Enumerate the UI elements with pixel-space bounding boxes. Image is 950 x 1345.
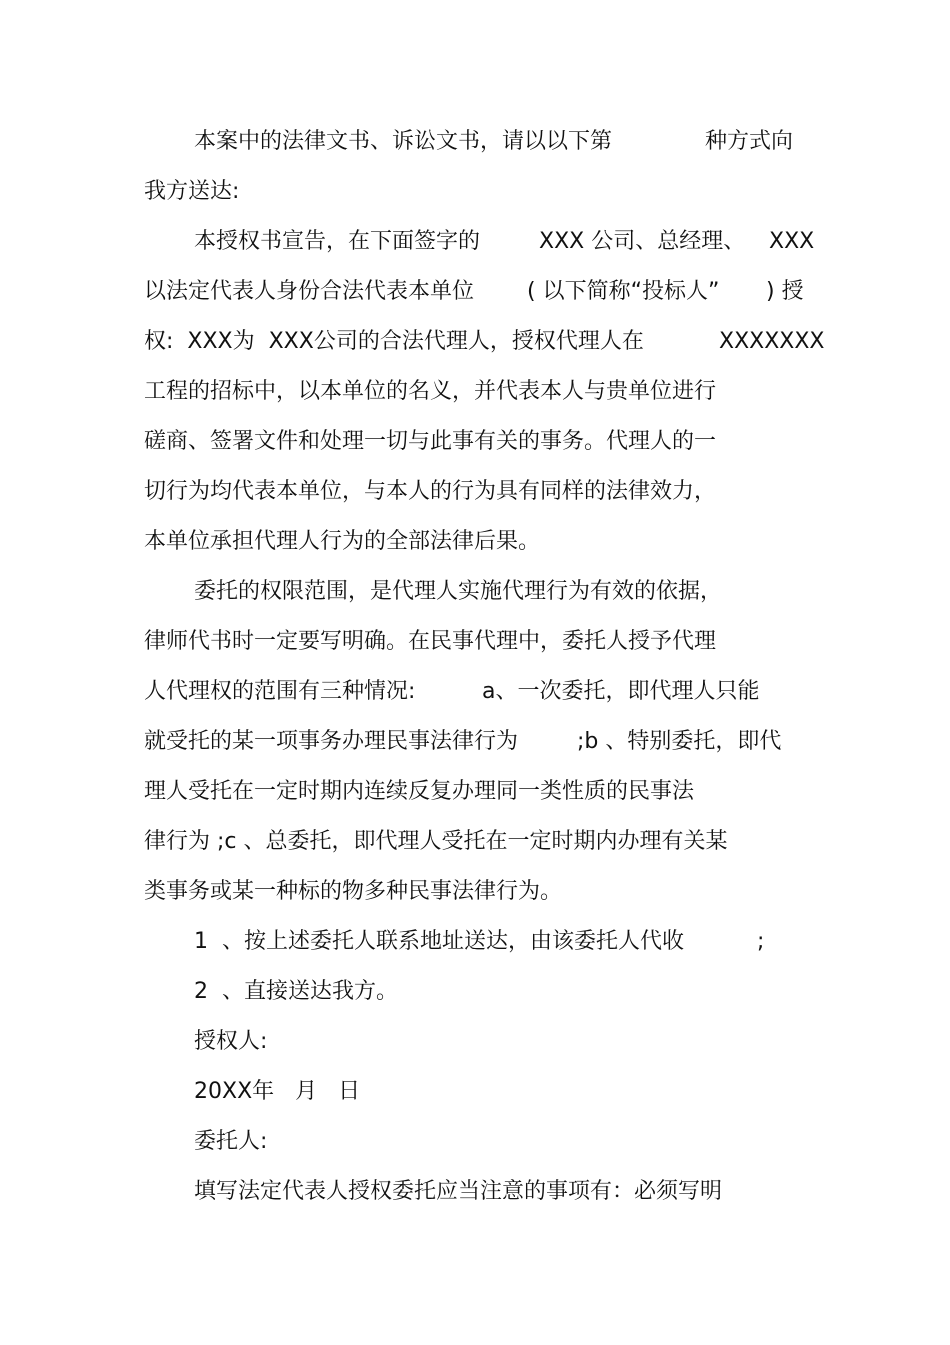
text-line-13 <box>0 727 782 757</box>
text-line-2 <box>0 177 240 207</box>
text-segment: ;b 、特别委托，即代 <box>577 729 782 754</box>
text-segment: XXX 公司、总经理、 <box>539 229 746 254</box>
text-line-3 <box>0 227 815 257</box>
text-segment: 理人受托在一定时期内连续反复办理同一类性质的民事法 <box>144 779 695 804</box>
text-line-17 <box>0 927 765 957</box>
text-segment: ; <box>757 929 765 954</box>
text-line-19 <box>0 1027 268 1057</box>
text-line-21 <box>0 1127 268 1157</box>
text-line-8 <box>0 477 717 507</box>
text-segment: 律行为 ;c 、总委托，即代理人受托在一定时期内办理有关某 <box>144 829 728 854</box>
text-segment: 委托的权限范围，是代理人实施代理行为有效的依据， <box>194 579 723 604</box>
text-segment: 就受托的某一项事务办理民事法律行为 <box>144 729 519 754</box>
text-line-22 <box>0 1177 723 1207</box>
text-line-12 <box>0 677 760 707</box>
text-segment: 2 、直接送达我方。 <box>194 979 398 1004</box>
text-segment: 种方式向 <box>705 129 794 154</box>
text-line-18 <box>0 977 398 1007</box>
text-segment: ) 授 <box>766 279 804 304</box>
text-line-7 <box>0 427 717 457</box>
text-segment: 律师代书时一定要写明确。在民事代理中，委托人授予代理 <box>144 629 717 654</box>
text-segment: 本授权书宣告，在下面签字的 <box>194 229 481 254</box>
text-line-20 <box>0 1077 361 1107</box>
text-segment: 我方送达: <box>144 179 240 204</box>
text-line-6 <box>0 377 717 407</box>
text-segment: 磋商、签署文件和处理一切与此事有关的事务。代理人的一 <box>144 429 717 454</box>
text-line-15 <box>0 827 728 857</box>
text-segment: ( 以下简称“投标人” <box>527 279 720 304</box>
text-line-14 <box>0 777 695 807</box>
text-line-10 <box>0 577 723 607</box>
text-segment: 切行为均代表本单位，与本人的行为具有同样的法律效力， <box>144 479 717 504</box>
text-segment: 20XX年 月 日 <box>194 1079 361 1104</box>
text-segment: 工程的招标中，以本单位的名义，并代表本人与贵单位进行 <box>144 379 717 404</box>
text-segment: 人代理权的范围有三种情况: <box>144 679 416 704</box>
text-segment: a、一次委托，即代理人只能 <box>482 679 760 704</box>
text-segment: XXXXXXX <box>719 329 825 354</box>
text-segment: 填写法定代表人授权委托应当注意的事项有：必须写明 <box>194 1179 723 1204</box>
text-segment: 权: XXX为 XXX公司的合法代理人，授权代理人在 <box>144 329 644 354</box>
text-segment: 以法定代表人身份合法代表本单位 <box>144 279 475 304</box>
text-segment: 授权人: <box>194 1029 268 1054</box>
text-line-4 <box>0 277 804 307</box>
text-segment: 1 、按上述委托人联系地址送达，由该委托人代收 <box>194 929 684 954</box>
text-line-11 <box>0 627 717 657</box>
text-line-16 <box>0 877 563 907</box>
text-segment: XXX <box>769 229 815 254</box>
text-segment: 本单位承担代理人行为的全部法律后果。 <box>144 529 541 554</box>
text-line-1 <box>0 127 794 157</box>
text-segment: 本案中的法律文书、诉讼文书，请以以下第 <box>194 129 613 154</box>
text-line-9 <box>0 527 541 557</box>
text-segment: 委托人: <box>194 1129 268 1154</box>
text-line-5 <box>0 327 825 357</box>
text-segment: 类事务或某一种标的物多种民事法律行为。 <box>144 879 563 904</box>
